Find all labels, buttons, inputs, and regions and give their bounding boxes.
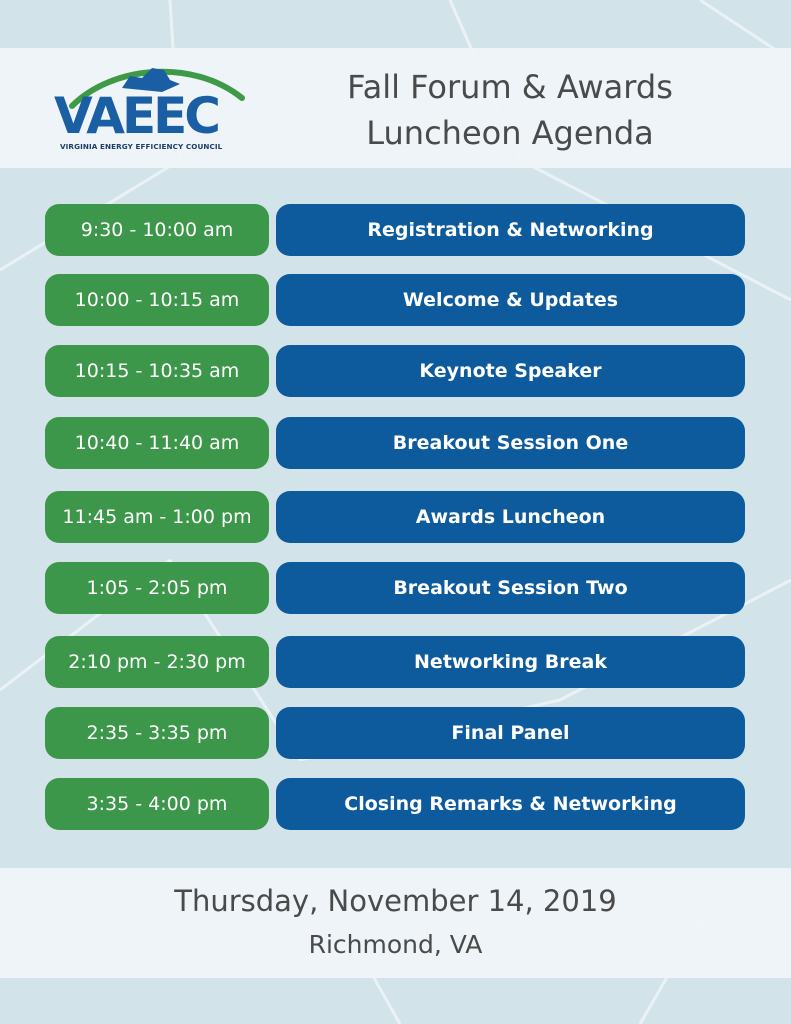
agenda-row [0, 778, 791, 830]
logo-letters-va: VA [54, 87, 122, 145]
time-pill: 11:45 am - 1:00 pm [45, 491, 269, 543]
event-pill: Closing Remarks & Networking [276, 778, 745, 830]
event-pill: Awards Luncheon [276, 491, 745, 543]
agenda-row [0, 204, 791, 256]
event-location: Richmond, VA [308, 930, 483, 959]
time-pill: 10:15 - 10:35 am [45, 345, 269, 397]
agenda-row [0, 636, 791, 688]
time-pill: 1:05 - 2:05 pm [45, 562, 269, 614]
time-pill: 10:00 - 10:15 am [45, 274, 269, 326]
logo-subtitle: VIRGINIA ENERGY EFFICIENCY COUNCIL [60, 142, 223, 151]
event-pill: Registration & Networking [276, 204, 745, 256]
event-pill: Breakout Session Two [276, 562, 745, 614]
vaeec-logo [52, 58, 262, 158]
time-pill: 2:35 - 3:35 pm [45, 707, 269, 759]
title-line-2: Luncheon Agenda [366, 114, 654, 152]
time-pill: 10:40 - 11:40 am [45, 417, 269, 469]
event-pill: Final Panel [276, 707, 745, 759]
logo-letters-eec: EEC [122, 87, 219, 145]
event-pill: Welcome & Updates [276, 274, 745, 326]
agenda-row [0, 345, 791, 397]
page-title [300, 64, 720, 156]
time-pill: 9:30 - 10:00 am [45, 204, 269, 256]
event-pill: Breakout Session One [276, 417, 745, 469]
agenda-row [0, 417, 791, 469]
agenda-row [0, 491, 791, 543]
agenda-row [0, 274, 791, 326]
time-pill: 2:10 pm - 2:30 pm [45, 636, 269, 688]
event-pill: Keynote Speaker [276, 345, 745, 397]
time-pill: 3:35 - 4:00 pm [45, 778, 269, 830]
agenda-row [0, 707, 791, 759]
event-date: Thursday, November 14, 2019 [174, 884, 617, 918]
event-pill: Networking Break [276, 636, 745, 688]
logo-letters [54, 88, 218, 144]
title-line-1: Fall Forum & Awards [347, 68, 673, 106]
agenda-row [0, 562, 791, 614]
